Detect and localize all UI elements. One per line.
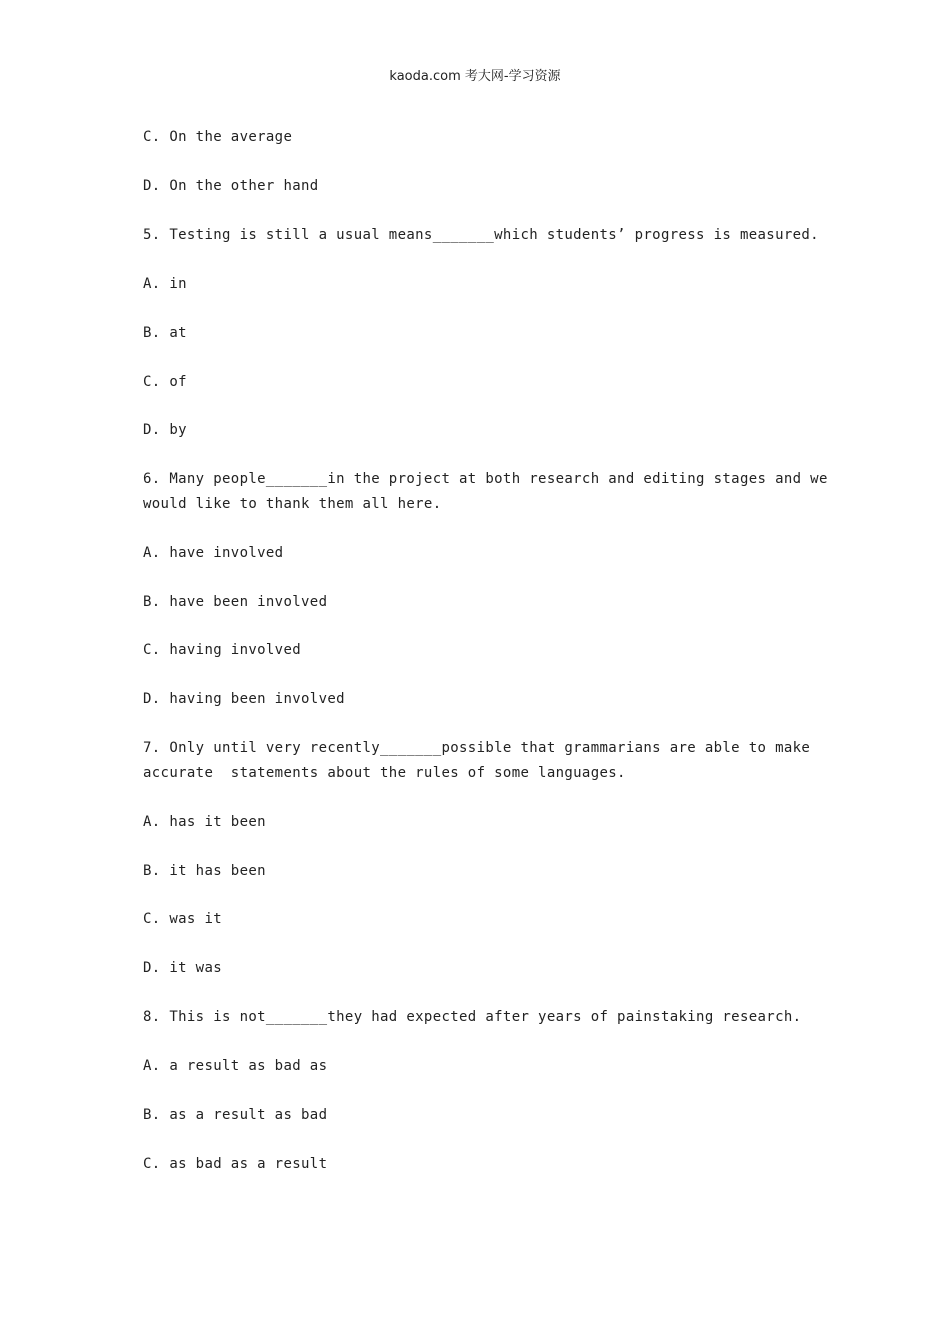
q7-stem-line1: 7. Only until very recently_______possible that grammarians are able to make [143, 740, 811, 756]
q7-option-c: C. was it [143, 911, 223, 927]
q8-option-a: A. a result as bad as [143, 1058, 328, 1074]
q6-stem-line1: 6. Many people_______in the project at both research and editing stages and we [143, 471, 828, 487]
q8-option-b: B. as a result as bad [143, 1107, 328, 1123]
q4-option-d: D. On the other hand [143, 178, 319, 194]
q8-option-c: C. as bad as a result [143, 1156, 328, 1172]
q6-option-c: C. having involved [143, 642, 302, 658]
page-header: kaoda.com 考大网-学习资源 [389, 69, 561, 84]
q5-option-a: A. in [143, 276, 187, 292]
q5-option-b: B. at [143, 325, 187, 341]
q5-option-c: C. of [143, 374, 187, 390]
q8-stem: 8. This is not_______they had expected after years of painstaking research. [143, 1009, 802, 1025]
q6-option-a: A. have involved [143, 545, 284, 561]
q4-option-c: C. On the average [143, 129, 293, 145]
q5-option-d: D. by [143, 422, 187, 438]
q7-stem-line2: accurate statements about the rules of some languages. [143, 765, 626, 781]
q6-option-d: D. having been involved [143, 691, 345, 707]
q6-stem-line2: would like to thank them all here. [143, 496, 442, 512]
q7-option-a: A. has it been [143, 814, 266, 830]
q7-option-b: B. it has been [143, 863, 266, 879]
q7-option-d: D. it was [143, 960, 223, 976]
q5-stem: 5. Testing is still a usual means_______which students’ progress is measured. [143, 227, 819, 243]
q6-option-b: B. have been involved [143, 594, 328, 610]
